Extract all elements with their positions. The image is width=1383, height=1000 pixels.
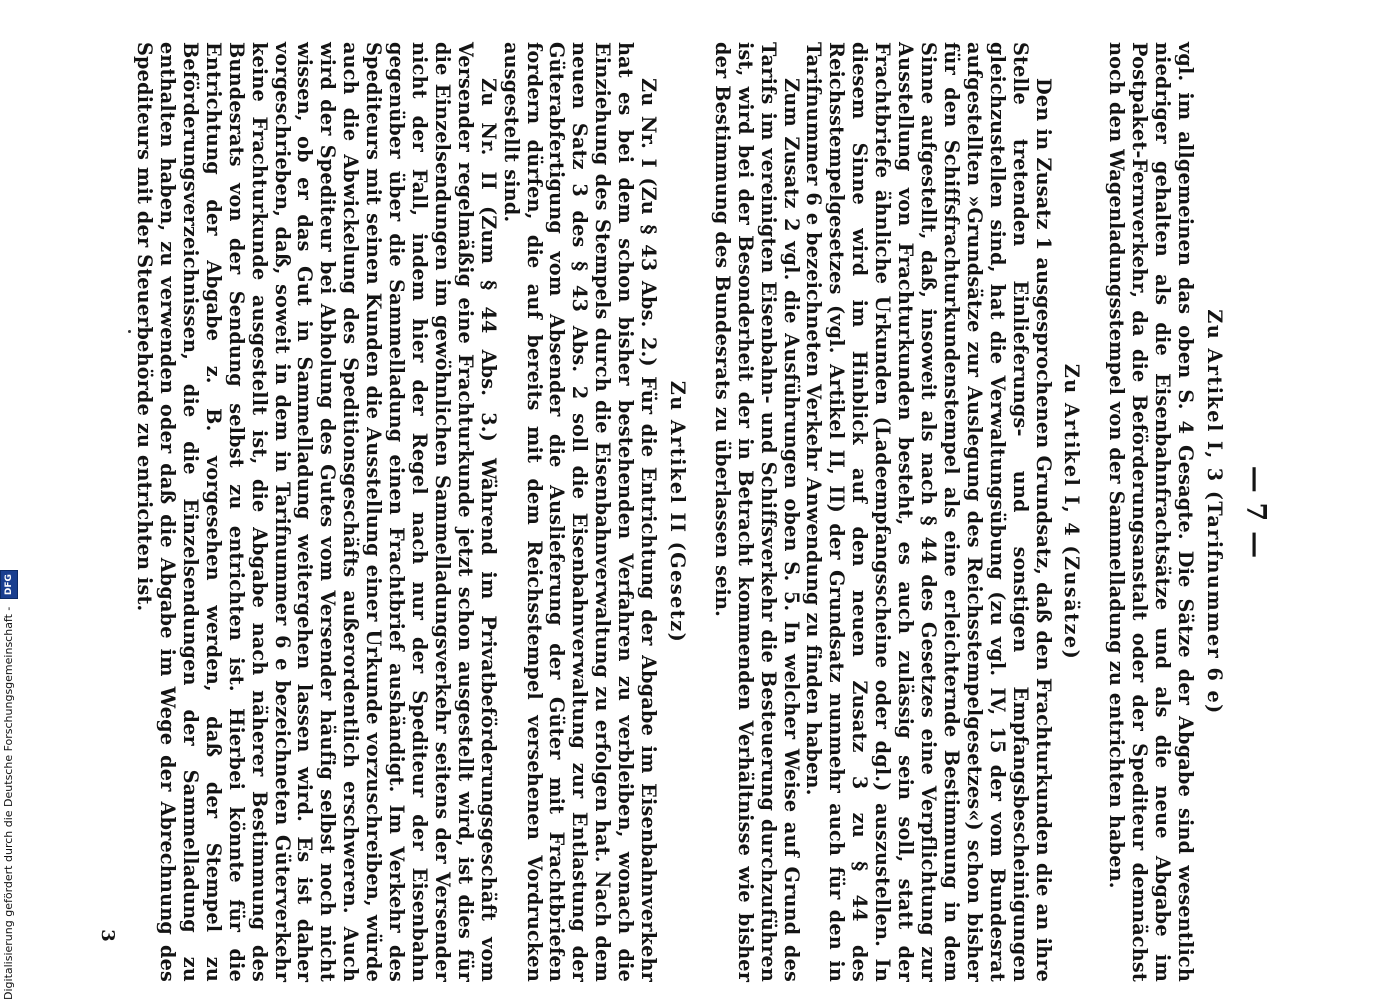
dfg-logo: DFG <box>0 570 18 599</box>
body-paragraph: vgl. im allgemeinen das oben S. 4 Gesagte. Die Sätze der Abgabe sind wesentlich niedriger gehalten als die Eisenbahnfrachtsätze und als die neue Abgabe im Postpaket-Fernverkehr, da die Beförderungsanstalt oder der Spediteur demnächst noch den Wagenladungsstempel von der Sammelladung zu entrichten haben. <box>1105 42 1198 982</box>
body-paragraph: Zum Zusatz 2 vgl. die Ausführungen oben S. 5. In welcher Weise auf Grund des Tarifs im vereinigten Eisenbahn- und Schiffsverkehr die Besteuerung durchzuführen ist, wird bei der Besonderheit der in Betracht kommenden Verhältnisse wie bisher der Bestimmung des Bundesrats zu überlassen sein. <box>710 42 803 982</box>
signature-mark: 3 <box>97 929 119 942</box>
section-heading: Zu Artikel I, 3 (Tarifnummer 6 e) <box>1203 309 1226 715</box>
digitization-credit <box>0 570 18 1000</box>
document-page <box>97 42 1275 982</box>
section-artikel-i-4 <box>710 42 1083 982</box>
body-paragraph: Zu Nr. II (Zum § 44 Abs. 3.) Während im Privatbeförderungsgeschäft vom Versender regelmäßig eine Frachturkunde jetzt schon ausgestellt wird, ist dies für die Einzelsendungen im gewöhnlichen Sammelladungsverkehr seitens der Versender nicht der Fall, indem hier der Regel nach nur der Spediteur der Eisenbahn gegenüber über die Sammelladung einen Frachtbrief aushändigt. Im Verkehr des Spediteurs mit seinen Kunden die Ausstellung einer Urkunde vorzuschreiben, würde auch die Abwickelung des Speditionsgeschäfts außerordentlich erschweren. Auch wird der Spediteur bei Abholung des Gutes vom Versender häufig selbst noch nicht wissen, ob er das Gut in Sammelladung weitergehen lassen wird. Es ist daher vorgeschrieben, daß, soweit in dem in Tarifnummer 6 e bezeichneten Güterverkehr keine Frachturkunde ausgestellt ist, die Abgabe nach näherer Bestimmung des Bundesrats von der Sendung selbst zu entrichten ist. Hierbei könnte für die Entrichtung der Abgabe z. B. vorgesehen werden, daß der Stempel zu Beförderungsverzeichnissen, die die Einzelsendungen der Sammelladung zu enthalten haben, zu verwenden oder daß die Abgabe im Wege der Abrechnung des Spediteurs mit der Steuerbehörde zu entrichten ist. <box>133 42 500 982</box>
section-artikel-i-3 <box>1104 42 1225 982</box>
section-artikel-ii <box>132 42 688 982</box>
section-heading: Zu Artikel I, 4 (Zusätze) <box>1060 363 1084 661</box>
section-heading: Zu Artikel II (Gesetz) <box>665 380 689 644</box>
credit-text: Digitalisierung gefördert durch die Deutsche Forschungsgemeinschaft - <box>2 606 15 1000</box>
print-speck <box>128 330 131 333</box>
body-paragraph: Zu Nr. I (Zu § 43 Abs. 2.) Für die Entrichtung der Abgabe im Eisenbahnverkehr hat es bei dem schon bisher bestehenden Verfahren zu verbleiben, wonach die Einziehung des Stempels durch die Eisenbahnverwaltung zu erfolgen hat. Nach dem neuen Satz 3 des § 43 Abs. 2 soll die Eisenbahnverwaltung zur Entlastung der Güterabfertigung vom Absender die Auslieferung der Güter mit Frachtbriefen fordern dürfen, die auf bereits mit dem Reichsstempel versehenen Vordrucken ausgestellt sind. <box>499 42 661 982</box>
page-number-header: — 7 — <box>1240 465 1271 559</box>
body-paragraph: Den in Zusatz 1 ausgesprochenen Grundsatz, daß den Frachturkunden die an ihre Stelle tretenden Einlieferungs- und sonstigen Empfangsbescheinigungen gleichzustellen sind, hat die Verwaltungsübung (zu vgl. IV, 15 der vom Bundesrat aufgestellten »Grundsätze zur Auslegung des Reichsstempelgesetzes«) schon bisher für den Schiffsfrachturkundenstempel als eine erleichternde Bestimmung in dem Sinne aufgestellt, daß, insoweit als nach § 44 des Gesetzes eine Verpflichtung zur Ausstellung von Frachturkunden besteht, es auch zulässig sein soll, statt der Frachtbriefe ähnliche Urkunden (Ladeempfangsscheine oder dgl.) auszustellen. In diesem Sinne wird im Hinblick auf den neuen Zusatz 3 zu § 44 des Reichsstempelgesetzes (vgl. Artikel II, II) der Grundsatz nunmehr auch für den in Tarifnummer 6 e bezeichneten Verkehr Anwendung zu finden haben. <box>802 42 1055 982</box>
